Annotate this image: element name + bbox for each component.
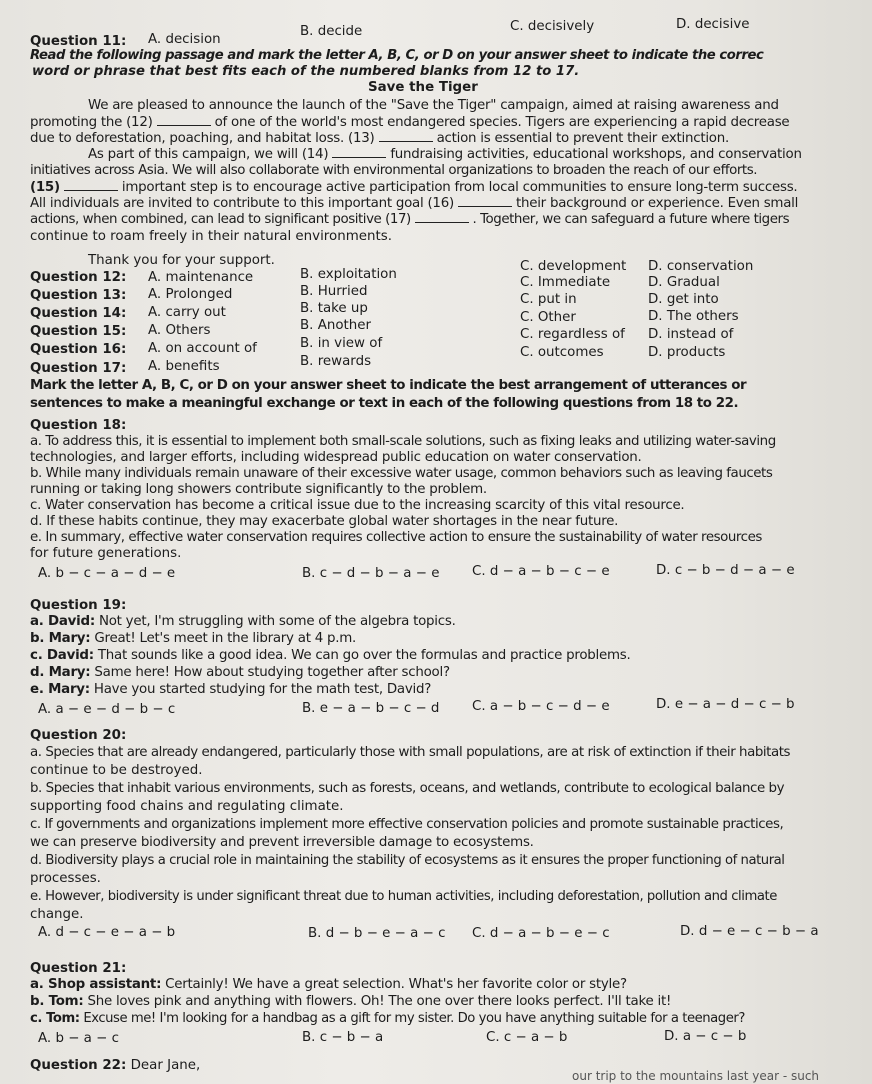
q20-option-c[interactable]: C. d − a − b − e − c [472, 926, 610, 941]
q18-option-d[interactable]: D. c − b − d − a − e [656, 563, 795, 578]
speaker: b. Tom: [30, 994, 84, 1009]
q18-sentence-a: a. To address this, it is essential to implement both small-scale solutions, such as fixing leaks and utilizing water-saving [30, 434, 776, 449]
q19-option-b[interactable]: B. e − a − b − c − d [302, 701, 440, 716]
q15-option-b[interactable]: B. Another [300, 318, 372, 333]
q19-option-d[interactable]: D. e − a − d − c − b [656, 697, 795, 712]
passage-closing: Thank you for your support. [88, 253, 275, 268]
speaker: c. David: [30, 648, 94, 663]
q15-option-d[interactable]: D. The others [648, 309, 739, 324]
q20-sentence-b: b. Species that inhabit various environments, such as forests, oceans, and wetlands, contribute to ecological balance by [30, 781, 785, 796]
blank-12-label: promoting the (12) [30, 115, 153, 130]
q21-option-b[interactable]: B. c − b − a [302, 1030, 384, 1045]
blank-16-label: All individuals are invited to contribute to this important goal (16) [30, 196, 454, 211]
q14-option-d[interactable]: D. get into [648, 292, 719, 307]
q16-option-b[interactable]: B. in view of [300, 336, 383, 351]
speaker: a. Shop assistant: [30, 977, 162, 992]
passage-text: important step is to encourage active participation from local communities to ensure long-term success. [121, 180, 798, 195]
passage-line [30, 212, 789, 228]
q19-line-c [30, 648, 631, 664]
passage-text: their background or experience. Even small [515, 196, 799, 211]
q21-line-b [30, 994, 671, 1010]
blank-16[interactable] [458, 196, 512, 207]
speaker: c. Tom: [30, 1011, 80, 1026]
utterance: Same here! How about studying together after school? [90, 665, 450, 680]
q18-option-c[interactable]: C. d − a − b − c − e [472, 564, 610, 579]
blank-17[interactable] [415, 212, 469, 223]
q17-option-d[interactable]: D. products [648, 345, 726, 360]
q13-label: Question 13: [30, 288, 127, 303]
q22-label: Question 22: [30, 1058, 127, 1073]
passage-text: of one of the world's most endangered species. Tigers are experiencing a rapid decrease [214, 115, 790, 130]
q16-option-d[interactable]: D. instead of [648, 327, 734, 342]
q18-sentence-c: c. Water conservation has become a critical issue due to the increasing scarcity of this vital resource. [30, 498, 685, 513]
q20-sentence-c: c. If governments and organizations implement more effective conservation policies and promote sustainable practices, [30, 817, 784, 832]
utterance: Certainly! We have a great selection. What's her favorite color or style? [161, 977, 627, 992]
q21-line-a [30, 977, 627, 993]
q21-option-a[interactable]: A. b − a − c [38, 1031, 119, 1046]
q20-option-d[interactable]: D. d − e − c − b − a [680, 924, 819, 939]
passage-text: fundraising activities, educational workshops, and conservation [390, 147, 802, 162]
footer-fragment: our trip to the mountains last year - such [572, 1069, 820, 1083]
passage-text: . Together, we can safeguard a future where tigers [472, 212, 790, 227]
q14-option-b[interactable]: B. take up [300, 301, 368, 316]
passage-line: We are pleased to announce the launch of the "Save the Tiger" campaign, aimed at raising awareness and [88, 98, 779, 113]
q18-option-b[interactable]: B. c − d − b − a − e [302, 566, 440, 581]
speaker: e. Mary: [30, 682, 90, 697]
utterance: Not yet, I'm struggling with some of the algebra topics. [94, 614, 456, 629]
passage-line [30, 131, 729, 147]
passage-line [30, 180, 797, 196]
q18-label: Question 18: [30, 418, 127, 433]
q20-sentence-a: a. Species that are already endangered, particularly those with small populations, are at risk of extinction if their habitats [30, 745, 791, 760]
q18-sentence-e-cont: for future generations. [30, 546, 182, 561]
q20-sentence-a-cont: continue to be destroyed. [30, 763, 203, 778]
q14-option-a[interactable]: A. carry out [148, 305, 226, 320]
q13-option-b[interactable]: B. Hurried [300, 284, 368, 299]
q20-sentence-d-cont: processes. [30, 871, 101, 886]
q11-label: Question 11: [30, 34, 127, 49]
q19-line-a [30, 614, 456, 630]
blank-17-label: actions, when combined, can lead to significant positive (17) [30, 212, 411, 227]
q19-option-c[interactable]: C. a − b − c − d − e [472, 699, 610, 714]
q15-option-c[interactable]: C. Other [520, 310, 576, 325]
q15-label: Question 15: [30, 324, 127, 339]
q21-label: Question 21: [30, 961, 127, 976]
q19-option-a[interactable]: A. a − e − d − b − c [38, 702, 176, 717]
utterance: Great! Let's meet in the library at 4 p.m. [90, 631, 357, 646]
passage-title: Save the Tiger [368, 80, 478, 95]
q20-sentence-e-cont: change. [30, 907, 84, 922]
q17-label: Question 17: [30, 361, 127, 376]
q13-option-c[interactable]: C. Immediate [520, 275, 611, 290]
q18-sentence-b: b. While many individuals remain unaware of their excessive water usage, common behaviors such as leaving faucets [30, 466, 773, 481]
passage-line: continue to roam freely in their natural environments. [30, 229, 392, 244]
passage-text: action is essential to prevent their extinction. [436, 131, 729, 146]
q11-option-a[interactable]: A. decision [148, 32, 221, 47]
q17-option-c[interactable]: C. outcomes [520, 345, 604, 360]
q19-line-e [30, 682, 431, 698]
q11-option-d[interactable]: D. decisive [676, 17, 750, 32]
blank-15-label: (15) [30, 180, 60, 195]
passage-line: initiatives across Asia. We will also collaborate with environmental organizations to broaden the reach of our efforts. [30, 163, 758, 178]
passage-line [88, 147, 802, 163]
q13-option-a[interactable]: A. Prolonged [148, 287, 233, 302]
q12-option-b[interactable]: B. exploitation [300, 267, 397, 282]
q16-label: Question 16: [30, 342, 127, 357]
q17-option-b[interactable]: B. rewards [300, 354, 372, 369]
instruction-12-17-line1: Read the following passage and mark the letter A, B, C, or D on your answer sheet to indicate the correc [30, 48, 764, 63]
utterance: Have you started studying for the math test, David? [89, 682, 432, 697]
blank-13-label: due to deforestation, poaching, and habitat loss. (13) [30, 131, 375, 146]
q20-sentence-d: d. Biodiversity plays a crucial role in maintaining the stability of ecosystems as it ensures the proper functioning of natural [30, 853, 785, 868]
q17-option-a[interactable]: A. benefits [148, 359, 220, 374]
q11-option-c[interactable]: C. decisively [510, 19, 595, 34]
q21-option-c[interactable]: C. c − a − b [486, 1030, 568, 1045]
q12-option-d[interactable]: D. conservation [648, 259, 754, 274]
q14-option-c[interactable]: C. put in [520, 292, 577, 307]
q18-option-a[interactable]: A. b − c − a − d − e [38, 566, 176, 581]
q19-line-b [30, 631, 356, 647]
q16-option-c[interactable]: C. regardless of [520, 327, 625, 342]
q19-label: Question 19: [30, 598, 127, 613]
q15-option-a[interactable]: A. Others [148, 323, 211, 338]
utterance: Excuse me! I'm looking for a handbag as a gift for my sister. Do you have anything suitable for a teenager? [79, 1011, 745, 1026]
q12-option-a[interactable]: A. maintenance [148, 270, 254, 285]
q13-option-d[interactable]: D. Gradual [648, 275, 720, 290]
q20-sentence-c-cont: we can preserve biodiversity and prevent irreversible damage to ecosystems. [30, 835, 534, 850]
instruction-18-22-line2: sentences to make a meaningful exchange or text in each of the following questions from 18 to 22. [30, 396, 739, 411]
q20-option-a[interactable]: A. d − c − e − a − b [38, 925, 176, 940]
q20-sentence-e: e. However, biodiversity is under significant threat due to human activities, including deforestation, pollution and climate [30, 889, 777, 904]
q14-label: Question 14: [30, 306, 127, 321]
blank-14-label: As part of this campaign, we will (14) [88, 147, 329, 162]
q16-option-a[interactable]: A. on account of [148, 341, 257, 356]
q21-option-d[interactable]: D. a − c − b [664, 1029, 747, 1044]
q22-line [30, 1058, 200, 1074]
q12-option-c[interactable]: C. development [520, 259, 627, 274]
q21-line-c [30, 1011, 745, 1027]
q20-sentence-b-cont: supporting food chains and regulating climate. [30, 799, 344, 814]
q20-label: Question 20: [30, 728, 127, 743]
q22-text: Dear Jane, [126, 1058, 201, 1073]
q18-sentence-e: e. In summary, effective water conservation requires collective action to ensure the sustainability of water resources [30, 530, 762, 545]
q20-option-b[interactable]: B. d − b − e − a − c [308, 926, 446, 941]
utterance: That sounds like a good idea. We can go over the formulas and practice problems. [93, 648, 631, 663]
q18-sentence-b-cont: running or taking long showers contribute significantly to the problem. [30, 482, 487, 497]
q11-option-b[interactable]: B. decide [300, 24, 363, 39]
blank-15[interactable] [64, 180, 118, 191]
q12-label: Question 12: [30, 270, 127, 285]
speaker: a. David: [30, 614, 95, 629]
blank-12[interactable] [157, 115, 211, 126]
passage-line [30, 115, 789, 131]
q18-sentence-d: d. If these habits continue, they may exacerbate global water shortages in the near future. [30, 514, 619, 529]
passage-line [30, 196, 798, 212]
speaker: d. Mary: [30, 665, 91, 680]
utterance: She loves pink and anything with flowers. Oh! The one over there looks perfect. I'll take it! [83, 994, 672, 1009]
blank-13[interactable] [379, 131, 433, 142]
blank-14[interactable] [332, 147, 386, 158]
instruction-18-22-line1: Mark the letter A, B, C, or D on your answer sheet to indicate the best arrangement of utterances or [30, 378, 747, 393]
q19-line-d [30, 665, 450, 681]
speaker: b. Mary: [30, 631, 91, 646]
instruction-12-17-line2: word or phrase that best fits each of the numbered blanks from 12 to 17. [32, 64, 580, 79]
q18-sentence-a-cont: technologies, and larger efforts, including widespread public education on water conservation. [30, 450, 642, 465]
